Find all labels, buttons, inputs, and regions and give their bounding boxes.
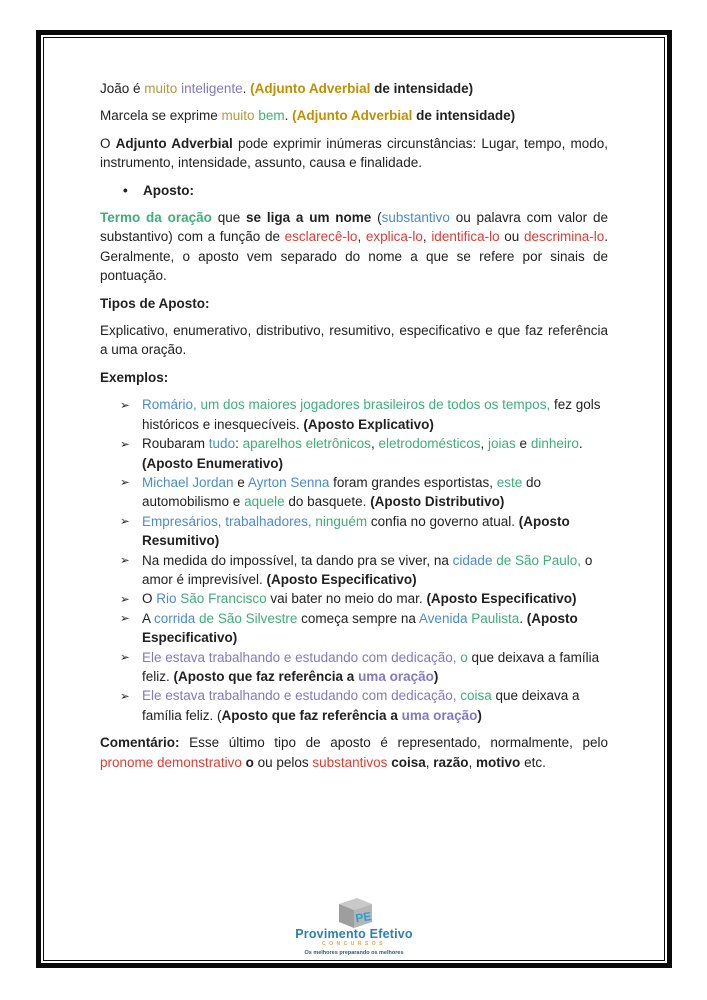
sentence-marcela: Marcela se exprime muito bem. (Adjunto Adverbial de intensidade) [100, 108, 516, 124]
example-item-resumitivo [100, 512, 608, 551]
example-text: Na medida do impossível, ta dando pra se viver, na cidade de São Paulo, o amor é imprevisível. (Aposto Especificativo) [142, 552, 593, 587]
paragraph-adjunto-adverbial: O Adjunto Adverbial pode exprimir inúmeras circunstâncias: Lugar, tempo, modo, instrumento, intensidade, assunto, causa e finalidade. [100, 135, 608, 171]
document-content [44, 38, 664, 780]
logo-tagline: Os melhores preparando os melhores [304, 949, 404, 956]
arrow-bullet-icon: ➢ [120, 591, 130, 606]
example-item-especificativo-1 [100, 551, 608, 590]
example-text: O Rio São Francisco vai bater no meio do mar. (Aposto Especificativo) [142, 591, 577, 607]
pe-cube-icon [331, 896, 377, 930]
heading-exemplos: Exemplos: [100, 369, 169, 385]
paragraph-tipos-lista: Explicativo, enumerativo, distributivo, resumitivo, especificativo e que faz referência a uma oração. [100, 323, 608, 358]
logo-provimento-efetivo [44, 896, 664, 956]
example-item-explicativo [100, 395, 608, 434]
heading-tipos-de-aposto: Tipos de Aposto: [100, 295, 210, 311]
examples-list [100, 395, 608, 725]
example-text: Michael Jordan e Ayrton Senna foram grandes esportistas, este do automobilismo e aquele do basquete. (Aposto Distributivo) [142, 474, 542, 510]
logo-brand-name: Provimento Efetivo [295, 926, 413, 941]
svg-text:PE: PE [354, 908, 373, 926]
example-item-enumerativo [100, 434, 608, 473]
example-item-especificativo-2 [100, 589, 608, 608]
page-border-inner [43, 37, 665, 961]
example-item-referencia-oracao-2 [100, 686, 608, 725]
arrow-bullet-icon: ➢ [120, 611, 130, 626]
example-item-distributivo [100, 473, 608, 512]
arrow-bullet-icon: ➢ [120, 650, 130, 665]
bullet-aposto [100, 181, 608, 200]
example-text: Ele estava trabalhando e estudando com dedicação, o que deixava a família feliz. (Aposto que faz referência a uma oração) [142, 649, 600, 684]
paragraph-comentario: Comentário: Esse último tipo de aposto é representado, normalmente, pelo pronome demonstrativo o ou pelos substantivos coisa, razão, motivo etc. [100, 735, 608, 770]
example-text: Empresários, trabalhadores, ninguém confia no governo atual. (Aposto Resumitivo) [142, 513, 570, 549]
example-item-especificativo-3 [100, 609, 608, 648]
example-text: A corrida de São Silvestre começa sempre na Avenida Paulista. (Aposto Especificativo) [142, 610, 578, 646]
logo-subtitle: CONCURSOS [321, 941, 386, 948]
bullet-aposto-label: Aposto: [143, 182, 194, 198]
arrow-bullet-icon: ➢ [120, 475, 130, 490]
bullet-dot-icon: • [123, 182, 128, 198]
arrow-bullet-icon: ➢ [120, 397, 130, 412]
example-text: Ele estava trabalhando e estudando com dedicação, coisa que deixava a família feliz. (Aposto que faz referência a uma oração) [142, 688, 580, 723]
arrow-bullet-icon: ➢ [120, 553, 130, 568]
page-border-frame [36, 30, 672, 968]
arrow-bullet-icon: ➢ [120, 688, 130, 703]
arrow-bullet-icon: ➢ [120, 514, 130, 529]
example-text: Roubaram tudo: aparelhos eletrônicos, eletrodomésticos, joias e dinheiro. (Aposto Enumerativo) [142, 436, 583, 471]
sentence-joao: João é muito inteligente. (Adjunto Adverbial de intensidade) [100, 81, 474, 96]
arrow-bullet-icon: ➢ [120, 436, 130, 451]
paragraph-termo-oracao: Termo da oração que se liga a um nome (substantivo ou palavra com valor de substantivo) com a função de esclarecê-lo, explica-lo, identifica-lo ou descrimina-lo. Geralmente, o aposto vem separado do nome a que se refere por sinais de pontuação. [100, 210, 609, 284]
example-item-referencia-oracao-1 [100, 648, 608, 687]
example-text: Romário, um dos maiores jogadores brasileiros de todos os tempos, fez gols históricos e inesquecíveis. (Aposto Explicativo) [142, 397, 601, 432]
